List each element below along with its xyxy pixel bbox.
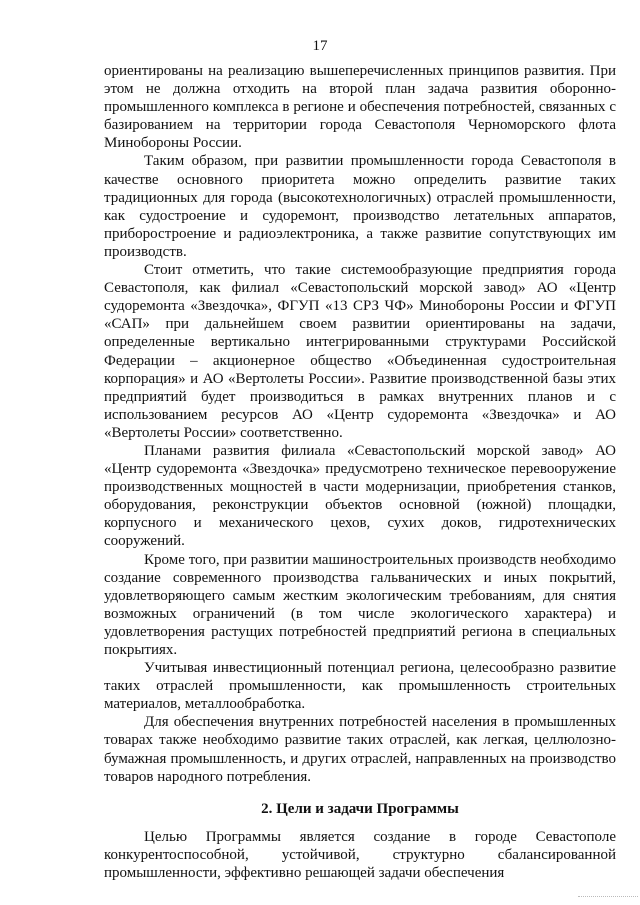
scan-edge-mark: [578, 896, 638, 900]
paragraph: Таким образом, при развитии промышленности города Севастополя в качестве основного приоритета можно определить развитие таких традиционных для города (высокотехнологичных) отраслей промышленности, как судостроение и судоремонт, производство летательных аппаратов, приборостроение и радиоэлектроника, а также развитие сопутствующих им производств.: [104, 153, 616, 260]
paragraph: ориентированы на реализацию вышеперечисленных принципов развития. При этом не должна отходить на второй план задача развития оборонно-промышленного комплекса в регионе и обеспечения потребностей, связанных с базированием на территории города Севастополя Черноморского флота Минобороны России.: [104, 63, 616, 152]
section-heading: 2. Цели и задачи Программы: [261, 800, 459, 817]
document-body: [104, 62, 616, 882]
page-number: 17: [312, 38, 328, 54]
paragraph: Для обеспечения внутренних потребностей населения в промышленных товарах также необходимо развитие таких отраслей, как легкая, целлюлозно-бумажная промышленность, и других отраслей, направленных на производство товаров народного потребления.: [104, 714, 616, 785]
paragraph: Стоит отметить, что такие системообразующие предприятия города Севастополя, как филиал «Севастопольский морской завод» АО «Центр судоремонта «Звездочка», ФГУП «13 СРЗ ЧФ» Минобороны России и ФГУП «САП» при дальнейшем своем развитии ориентированы на задачи, определенные вертикально интегрированными структурами Российской Федерации – акционерное общество «Объединенная судостроительная корпорация» и АО «Вертолеты России». Развитие производственной базы этих предприятий будет производиться в рамках внутренних планов и с использованием ресурсов АО «Центр судоремонта «Звездочка» и АО «Вертолеты России» соответственно.: [104, 262, 616, 441]
paragraph: Учитывая инвестиционный потенциал региона, целесообразно развитие таких отраслей промышленности, как промышленность строительных материалов, металлообработка.: [104, 660, 616, 713]
paragraph: Кроме того, при развитии машиностроительных производств необходимо создание современного производства гальванических и иных покрытий, удовлетворяющего самым жестким экологическим требованиям, для снятия возможных ограничений (в том числе экологического характера) и удовлетворения растущих потребностей предприятий региона в специальных покрытиях.: [104, 551, 616, 658]
paragraph: Планами развития филиала «Севастопольский морской завод» АО «Центр судоремонта «Звездочка» предусмотрено техническое перевооружение производственных мощностей в части модернизации, приобретения станков, оборудования, реконструкции объектов основной (южной) площадки, корпусного и механического цехов, сухих доков, гидротехнических сооружений.: [104, 442, 616, 550]
paragraph: Целью Программы является создание в городе Севастополе конкурентоспособной, устойчивой, структурно сбалансированной промышленности, эффективно решающей задачи обеспечения: [104, 828, 616, 881]
